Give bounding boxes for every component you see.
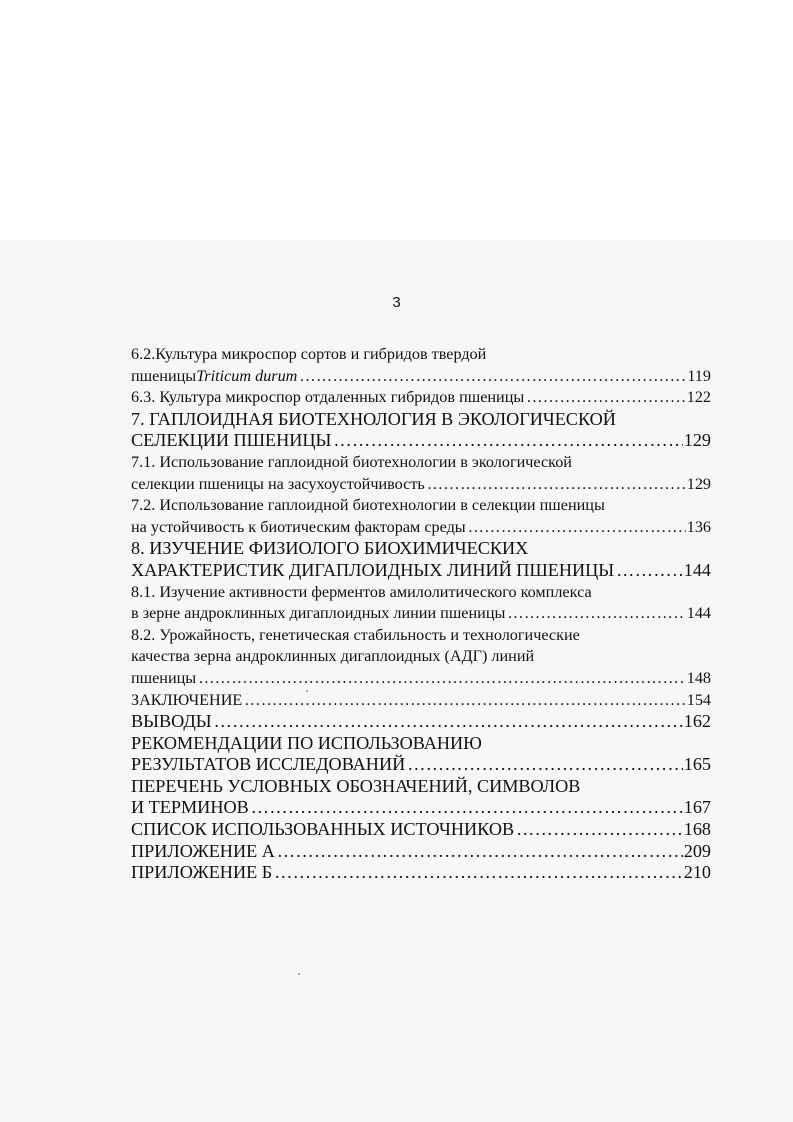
toc-line-text: 6.3. Культура микроспор отдаленных гибридов пшеницы <box>131 388 525 407</box>
toc-page-number: 168 <box>683 819 711 840</box>
toc-page-number: 154 <box>686 690 711 709</box>
dot-leader <box>297 366 686 388</box>
scan-speck <box>298 973 300 975</box>
toc-entry <box>131 538 711 581</box>
toc-line-text: ВЫВОДЫ <box>131 711 212 732</box>
toc-line <box>131 538 711 560</box>
toc-line <box>131 819 711 841</box>
toc-line <box>131 387 711 409</box>
toc-page-number: 129 <box>683 430 711 451</box>
toc-entry <box>131 582 711 625</box>
toc-page-number: 119 <box>687 366 711 385</box>
toc-page-number: 165 <box>683 754 711 775</box>
toc-line <box>131 841 711 863</box>
toc-line <box>131 797 711 819</box>
toc-entry <box>131 862 711 884</box>
toc-entry <box>131 819 711 841</box>
toc-line <box>131 754 711 776</box>
dot-leader <box>249 797 683 819</box>
toc-entry <box>131 690 711 712</box>
dot-leader <box>614 560 683 582</box>
toc-line <box>131 711 711 733</box>
dot-leader <box>524 387 685 409</box>
dot-leader <box>196 668 686 690</box>
toc-line <box>131 625 711 647</box>
toc-line <box>131 668 711 690</box>
dot-leader <box>272 862 683 884</box>
toc-entry <box>131 387 711 409</box>
toc-line <box>131 862 711 884</box>
toc-line <box>131 582 711 604</box>
toc-line <box>131 690 711 712</box>
toc-entry <box>131 495 711 538</box>
toc-entry <box>131 711 711 733</box>
toc-line-text: 6.2.Культура микроспор сортов и гибридов твердой <box>131 345 487 363</box>
toc-line-text: СЕЛЕКЦИИ ПШЕНИЦЫ <box>131 430 332 451</box>
toc-page-number: 122 <box>686 388 711 407</box>
toc-entry <box>131 625 711 690</box>
toc-line <box>131 409 711 431</box>
toc-line-text: 7.2. Использование гаплоидной биотехнологии в селекции пшеницы <box>131 496 605 515</box>
toc-line <box>131 646 711 668</box>
toc-line-text: 8. ИЗУЧЕНИЕ ФИЗИОЛОГО БИОХИМИЧЕСКИХ <box>131 538 529 559</box>
toc-line <box>131 517 711 539</box>
toc-line-text: ХАРАКТЕРИСТИК ДИГАПЛОИДНЫХ ЛИНИЙ ПШЕНИЦЫ <box>131 559 615 580</box>
toc-line-text: пшеницы <box>131 668 197 687</box>
toc-line <box>131 474 711 496</box>
toc-page-number: 162 <box>683 711 711 732</box>
toc-line-text: ПРИЛОЖЕНИЕ А <box>131 840 275 861</box>
toc-line-text: 7.1. Использование гаплоидной биотехнологии в экологической <box>131 452 572 471</box>
toc-page-number: 210 <box>683 862 711 883</box>
toc-line-text: ПРИЛОЖЕНИЕ Б <box>131 862 273 883</box>
toc-page-number: 144 <box>686 604 711 623</box>
dot-leader <box>405 754 683 776</box>
table-of-contents <box>131 344 711 884</box>
dot-leader <box>425 474 686 496</box>
dot-leader <box>514 819 683 841</box>
toc-line-text: ЗАКЛЮЧЕНИЕ <box>131 690 243 709</box>
toc-entry <box>131 452 711 495</box>
toc-line-text: РЕЗУЛЬТАТОВ ИССЛЕДОВАНИЙ <box>131 754 406 775</box>
toc-line-text: РЕКОМЕНДАЦИИ ПО ИСПОЛЬЗОВАНИЮ <box>131 732 482 753</box>
toc-line-text: селекции пшеницы на засухоустойчивость <box>131 474 425 493</box>
toc-line-latin-name: Triticum durum <box>196 366 298 385</box>
toc-page-number: 136 <box>686 517 711 536</box>
dot-leader <box>331 430 682 452</box>
toc-entry <box>131 344 711 387</box>
toc-line <box>131 430 711 452</box>
toc-page-number: 148 <box>686 668 711 687</box>
toc-line <box>131 366 711 388</box>
toc-line <box>131 344 711 366</box>
toc-line-text: СПИСОК ИСПОЛЬЗОВАННЫХ ИСТОЧНИКОВ <box>131 819 515 840</box>
toc-line-text: 8.1. Изучение активности ферментов амилолитического комплекса <box>131 582 592 601</box>
toc-line-text: 8.2. Урожайность, генетическая стабильность и технологические <box>131 625 580 644</box>
toc-line <box>131 560 711 582</box>
page-number: 3 <box>392 294 401 311</box>
toc-line <box>131 776 711 798</box>
toc-entry <box>131 841 711 863</box>
scan-background-top <box>0 0 793 240</box>
toc-page-number: 129 <box>686 474 711 493</box>
toc-line <box>131 495 711 517</box>
dot-leader <box>466 517 686 539</box>
toc-entry <box>131 776 711 819</box>
toc-line-text: 7. ГАПЛОИДНАЯ БИОТЕХНОЛОГИЯ В ЭКОЛОГИЧЕСКОЙ <box>131 408 616 429</box>
dot-leader <box>275 841 683 863</box>
toc-line-text: в зерне андроклинных дигаплоидных линии пшеницы <box>131 604 506 623</box>
toc-page-number: 209 <box>683 840 711 861</box>
toc-line-text: И ТЕРМИНОВ <box>131 797 249 818</box>
toc-line <box>131 603 711 625</box>
toc-line <box>131 452 711 474</box>
toc-page-number: 144 <box>683 559 711 580</box>
scan-speck <box>306 690 308 692</box>
toc-entry <box>131 409 711 452</box>
dot-leader <box>212 711 683 733</box>
toc-line <box>131 733 711 755</box>
toc-line-text: пшеницы <box>131 366 197 385</box>
toc-page-number: 167 <box>683 797 711 818</box>
toc-line-text: ПЕРЕЧЕНЬ УСЛОВНЫХ ОБОЗНАЧЕНИЙ, СИМВОЛОВ <box>131 775 581 796</box>
dot-leader <box>242 690 685 712</box>
dot-leader <box>505 603 685 625</box>
toc-entry <box>131 733 711 776</box>
toc-line-text: качества зерна андроклинных дигаплоидных (АДГ) линий <box>131 647 535 666</box>
toc-line-text: на устойчивость к биотическим факторам среды <box>131 517 466 536</box>
